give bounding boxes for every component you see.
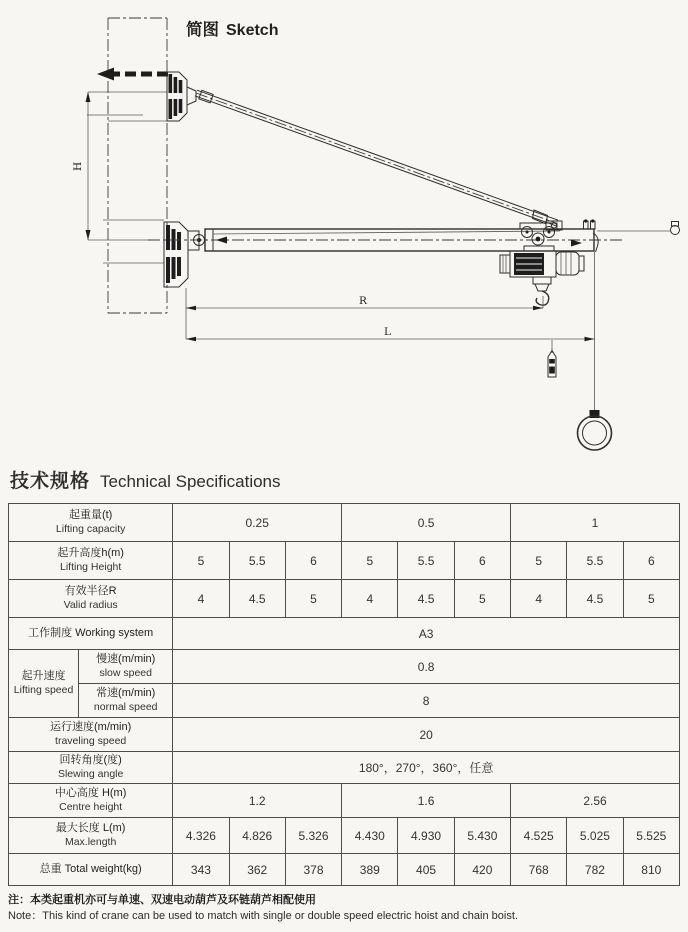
value-cell: 0.5 [342,504,511,542]
value-cell: 4.326 [173,818,229,854]
dim-r-label: R [359,295,367,307]
value-cell: 5 [454,580,510,618]
value-cell: 405 [398,854,454,886]
row-lifting-capacity [9,504,680,542]
row-label: 起升高度h(m) Lifting Height [9,542,173,580]
row-sublabel: 慢速(m/min) slow speed [79,650,173,684]
value-cell: 4.826 [229,818,285,854]
pendant-control [548,340,556,377]
crane-sketch [0,0,688,460]
value-cell: 389 [342,854,398,886]
value-cell: 4.5 [567,580,623,618]
value-cell: 20 [173,718,680,752]
jib-beam [148,229,622,251]
row-label: 中心高度 H(m) Centre height [9,784,173,818]
value-cell: A3 [173,618,680,650]
row-max-length [9,818,680,854]
section-heading [10,466,688,493]
row-traveling-speed [9,718,680,752]
dimension-H [72,92,91,240]
section-title-zh: 技术规格 [10,471,91,492]
value-cell: 810 [623,854,679,886]
value-cell: 4 [342,580,398,618]
row-centre-height [9,784,680,818]
value-cell: 0.8 [173,650,680,684]
value-cell: 5.5 [567,542,623,580]
row-normal-speed [9,684,680,718]
value-cell: 4.525 [511,818,567,854]
value-cell: 5.5 [229,542,285,580]
tie-rod [195,90,562,230]
value-cell: 5 [511,542,567,580]
value-cell: 6 [454,542,510,580]
value-cell: 4 [173,580,229,618]
value-cell: 362 [229,854,285,886]
value-cell: 6 [285,542,341,580]
value-cell: 4 [511,580,567,618]
row-label: 回转角度(度) Slewing angle [9,752,173,784]
value-cell: 4.5 [229,580,285,618]
value-cell: 6 [623,542,679,580]
value-cell: 343 [173,854,229,886]
sketch-title-zh: 简图 [186,21,219,39]
dim-l-label: L [384,326,391,338]
footnote-en: Note：This kind of crane can be used to match with single or double speed electric hoist and chain boist. [8,909,518,922]
value-cell: 5.326 [285,818,341,854]
row-label: 有效半径R Valid radius [9,580,173,618]
value-cell: 420 [454,854,510,886]
electric-hoist [500,223,584,305]
section-title-en: Technical Specifications [100,472,281,491]
upper-bracket [167,72,196,121]
value-cell: 4.930 [398,818,454,854]
row-label: 工作制度 Working system [9,618,173,650]
value-cell: 5.430 [454,818,510,854]
value-cell: 4.5 [398,580,454,618]
value-cell: 5 [623,580,679,618]
row-slow-speed [9,650,680,684]
value-cell: 180°，270°，360°，任意 [173,752,680,784]
value-cell: 5 [342,542,398,580]
value-cell: 4.430 [342,818,398,854]
value-cell: 378 [285,854,341,886]
value-cell: 5 [285,580,341,618]
value-cell: 1 [511,504,680,542]
value-cell: 782 [567,854,623,886]
row-valid-radius [9,580,680,618]
crane-sketch-area [0,0,688,460]
row-label-lifting-speed: 起升速度 Lifting speed [9,650,79,718]
value-cell: 1.6 [342,784,511,818]
lower-bracket [164,222,205,287]
value-cell: 5.525 [623,818,679,854]
row-lifting-height [9,542,680,580]
dim-h-label: H [72,161,84,171]
hook-ring [578,252,612,450]
value-cell: 5 [173,542,229,580]
row-label: 总重 Total weight(kg) [9,854,173,886]
row-label: 运行速度(m/min) traveling speed [9,718,173,752]
row-total-weight [9,854,680,886]
value-cell: 5.5 [398,542,454,580]
sketch-title-en: Sketch [226,22,279,39]
spec-table [8,503,680,886]
value-cell: 8 [173,684,680,718]
dimension-R [186,288,543,339]
value-cell: 768 [511,854,567,886]
row-slewing-angle [9,752,680,784]
row-working-system [9,618,680,650]
value-cell: 1.2 [173,784,342,818]
dimension-L [186,326,595,341]
footnote-zh: 注：本类起重机亦可与单速、双速电动葫芦及环链葫芦相配使用 [8,894,316,906]
value-cell: 2.56 [511,784,680,818]
extension-lines [87,92,167,263]
row-sublabel: 常速(m/min) normal speed [79,684,173,718]
value-cell: 5.025 [567,818,623,854]
value-cell: 0.25 [173,504,342,542]
row-label: 起重量(t) Lifting capacity [9,504,173,542]
footnote [8,893,688,925]
beam-end [584,219,680,252]
row-label: 最大长度 L(m) Max.length [9,818,173,854]
wall-column [108,18,167,313]
